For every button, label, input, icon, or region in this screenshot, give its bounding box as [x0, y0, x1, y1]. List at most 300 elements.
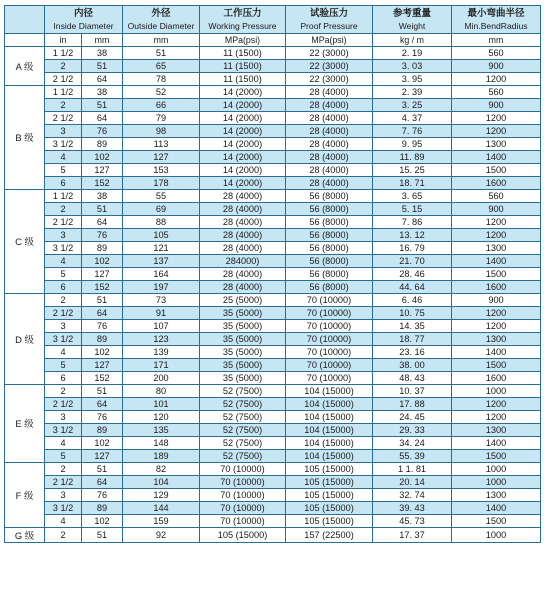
grade-group [5, 385, 541, 463]
proof-pressure-cell: 22 (3000) [286, 73, 373, 86]
inside-in-cell: 1 1/2 [45, 47, 82, 60]
table-row [5, 255, 541, 268]
working-pressure-cell: 28 (4000) [200, 229, 286, 242]
weight-cell: 14. 35 [373, 320, 452, 333]
proof-pressure-cell: 56 (8000) [286, 216, 373, 229]
outside-mm-cell: 178 [123, 177, 200, 190]
inside-diameter-en: Inside Diameter [53, 20, 114, 31]
inside-in-cell: 2 [45, 463, 82, 476]
table-row [5, 203, 541, 216]
inside-mm-cell: 102 [82, 346, 123, 359]
working-pressure-header [200, 6, 286, 34]
proof-pressure-cell: 70 (10000) [286, 346, 373, 359]
working-pressure-cell: 284000) [200, 255, 286, 268]
table-row [5, 190, 541, 203]
bend-radius-cell: 1200 [452, 112, 541, 125]
proof-pressure-cell: 104 (15000) [286, 437, 373, 450]
unit-proof-pressure: MPa(psi) [286, 34, 373, 47]
inside-in-cell: 5 [45, 164, 82, 177]
proof-pressure-cell: 22 (3000) [286, 60, 373, 73]
unit-inside-mm: mm [82, 34, 123, 47]
inside-mm-cell: 64 [82, 73, 123, 86]
working-pressure-cell: 70 (10000) [200, 476, 286, 489]
working-pressure-cell: 52 (7500) [200, 398, 286, 411]
working-pressure-cell: 70 (10000) [200, 463, 286, 476]
table-row [5, 502, 541, 515]
units-grade-cell [5, 34, 45, 47]
proof-pressure-cell: 22 (3000) [286, 47, 373, 60]
outside-mm-cell: 79 [123, 112, 200, 125]
inside-in-cell: 4 [45, 151, 82, 164]
inside-mm-cell: 127 [82, 359, 123, 372]
bend-radius-cell: 1000 [452, 385, 541, 398]
outside-mm-cell: 159 [123, 515, 200, 528]
outside-mm-cell: 104 [123, 476, 200, 489]
grade-label: D 级 [5, 294, 45, 385]
inside-in-cell: 2 [45, 294, 82, 307]
proof-pressure-cell: 56 (8000) [286, 281, 373, 294]
inside-mm-cell: 89 [82, 333, 123, 346]
inside-in-cell: 3 1/2 [45, 502, 82, 515]
weight-cell: 39. 43 [373, 502, 452, 515]
table-row [5, 528, 541, 543]
table-row [5, 463, 541, 476]
inside-mm-cell: 102 [82, 437, 123, 450]
table-row [5, 164, 541, 177]
outside-mm-cell: 92 [123, 528, 200, 543]
bend-radius-cell: 1200 [452, 73, 541, 86]
table-row [5, 125, 541, 138]
outside-mm-cell: 51 [123, 47, 200, 60]
weight-cell: 7. 76 [373, 125, 452, 138]
grade-header-cell [5, 6, 45, 34]
bend-radius-cell: 1200 [452, 229, 541, 242]
weight-cell: 55. 39 [373, 450, 452, 463]
inside-mm-cell: 38 [82, 86, 123, 99]
working-pressure-cell: 11 (1500) [200, 60, 286, 73]
working-pressure-cell: 28 (4000) [200, 190, 286, 203]
proof-pressure-cell: 28 (4000) [286, 86, 373, 99]
inside-mm-cell: 64 [82, 476, 123, 489]
inside-in-cell: 4 [45, 346, 82, 359]
proof-pressure-cell: 28 (4000) [286, 112, 373, 125]
weight-cell: 10. 37 [373, 385, 452, 398]
proof-pressure-cell: 105 (15000) [286, 489, 373, 502]
proof-pressure-cell: 70 (10000) [286, 320, 373, 333]
bend-radius-cell: 1200 [452, 307, 541, 320]
outside-mm-cell: 139 [123, 346, 200, 359]
bend-radius-cell: 900 [452, 203, 541, 216]
outside-mm-cell: 189 [123, 450, 200, 463]
outside-mm-cell: 129 [123, 489, 200, 502]
proof-pressure-cell: 157 (22500) [286, 528, 373, 543]
weight-cell: 3. 65 [373, 190, 452, 203]
outside-mm-cell: 98 [123, 125, 200, 138]
unit-weight: kg / m [373, 34, 452, 47]
bend-radius-cell: 560 [452, 47, 541, 60]
outside-diameter-en: Outside Diameter [127, 20, 195, 31]
inside-in-cell: 2 [45, 99, 82, 112]
outside-mm-cell: 78 [123, 73, 200, 86]
inside-mm-cell: 64 [82, 307, 123, 320]
weight-cell: 11. 89 [373, 151, 452, 164]
outside-mm-cell: 113 [123, 138, 200, 151]
inside-mm-cell: 76 [82, 229, 123, 242]
weight-cell: 7. 86 [373, 216, 452, 229]
inside-in-cell: 3 [45, 125, 82, 138]
working-pressure-cell: 28 (4000) [200, 203, 286, 216]
bend-radius-cell: 900 [452, 294, 541, 307]
working-pressure-cell: 14 (2000) [200, 177, 286, 190]
table-row [5, 99, 541, 112]
bend-radius-cell: 1500 [452, 450, 541, 463]
outside-mm-cell: 91 [123, 307, 200, 320]
bend-radius-cell: 1600 [452, 177, 541, 190]
weight-cell: 16. 79 [373, 242, 452, 255]
inside-in-cell: 2 1/2 [45, 476, 82, 489]
working-pressure-cell: 14 (2000) [200, 125, 286, 138]
weight-cell: 44. 64 [373, 281, 452, 294]
outside-mm-cell: 171 [123, 359, 200, 372]
working-pressure-cell: 14 (2000) [200, 99, 286, 112]
inside-mm-cell: 64 [82, 112, 123, 125]
grade-label: B 级 [5, 86, 45, 190]
working-pressure-cell: 28 (4000) [200, 268, 286, 281]
weight-cell: 28. 46 [373, 268, 452, 281]
grade-group [5, 86, 541, 190]
bend-radius-cell: 1600 [452, 372, 541, 385]
table-row [5, 307, 541, 320]
inside-mm-cell: 38 [82, 47, 123, 60]
weight-cell: 17. 88 [373, 398, 452, 411]
bend-radius-cell: 1000 [452, 476, 541, 489]
weight-cell: 48. 43 [373, 372, 452, 385]
bend-radius-header [452, 6, 541, 34]
inside-mm-cell: 152 [82, 281, 123, 294]
weight-cell: 13. 12 [373, 229, 452, 242]
working-pressure-cell: 70 (10000) [200, 489, 286, 502]
inside-in-cell: 5 [45, 268, 82, 281]
proof-pressure-cell: 28 (4000) [286, 138, 373, 151]
proof-pressure-cell: 70 (10000) [286, 359, 373, 372]
working-pressure-cell: 14 (2000) [200, 151, 286, 164]
proof-pressure-cell: 104 (15000) [286, 411, 373, 424]
bend-radius-cell: 900 [452, 60, 541, 73]
outside-mm-cell: 69 [123, 203, 200, 216]
proof-pressure-cell: 70 (10000) [286, 333, 373, 346]
inside-in-cell: 4 [45, 255, 82, 268]
weight-cell: 3. 25 [373, 99, 452, 112]
weight-cell: 17. 37 [373, 528, 452, 543]
working-pressure-cell: 52 (7500) [200, 437, 286, 450]
bend-radius-cell: 1200 [452, 320, 541, 333]
working-pressure-cell: 35 (5000) [200, 359, 286, 372]
weight-cell: 6. 46 [373, 294, 452, 307]
inside-diameter-cn: 内径 [73, 7, 93, 19]
unit-bend-radius: mm [452, 34, 541, 47]
table-row [5, 450, 541, 463]
grade-label: G 级 [5, 528, 45, 543]
bend-radius-cell: 1400 [452, 346, 541, 359]
working-pressure-cell: 35 (5000) [200, 320, 286, 333]
proof-pressure-header [286, 6, 373, 34]
weight-cell: 21. 70 [373, 255, 452, 268]
table-row [5, 73, 541, 86]
table-row [5, 242, 541, 255]
working-pressure-cell: 70 (10000) [200, 502, 286, 515]
grade-group [5, 528, 541, 543]
bend-radius-cell: 560 [452, 190, 541, 203]
inside-in-cell: 2 [45, 528, 82, 543]
inside-mm-cell: 127 [82, 164, 123, 177]
weight-cell: 32. 74 [373, 489, 452, 502]
table-row [5, 47, 541, 60]
outside-mm-cell: 82 [123, 463, 200, 476]
weight-cell: 9. 95 [373, 138, 452, 151]
working-pressure-cell: 52 (7500) [200, 411, 286, 424]
inside-mm-cell: 152 [82, 372, 123, 385]
inside-in-cell: 2 1/2 [45, 398, 82, 411]
proof-pressure-cell: 56 (8000) [286, 242, 373, 255]
proof-pressure-cell: 28 (4000) [286, 125, 373, 138]
working-pressure-cell: 14 (2000) [200, 138, 286, 151]
inside-mm-cell: 51 [82, 60, 123, 73]
weight-cn: 参考重量 [392, 7, 431, 19]
outside-mm-cell: 80 [123, 385, 200, 398]
bend-radius-cell: 560 [452, 86, 541, 99]
inside-in-cell: 3 1/2 [45, 333, 82, 346]
working-pressure-cell: 25 (5000) [200, 294, 286, 307]
inside-in-cell: 6 [45, 177, 82, 190]
outside-mm-cell: 153 [123, 164, 200, 177]
proof-pressure-cn: 试验压力 [309, 7, 348, 19]
inside-mm-cell: 89 [82, 138, 123, 151]
outside-diameter-cn: 外径 [151, 7, 171, 19]
working-pressure-cell: 35 (5000) [200, 307, 286, 320]
weight-header [373, 6, 452, 34]
inside-mm-cell: 102 [82, 515, 123, 528]
bend-radius-cell: 1400 [452, 437, 541, 450]
table-row [5, 372, 541, 385]
unit-inside-in: in [45, 34, 82, 47]
inside-mm-cell: 51 [82, 385, 123, 398]
outside-mm-cell: 52 [123, 86, 200, 99]
table-row [5, 489, 541, 502]
weight-cell: 5. 15 [373, 203, 452, 216]
weight-cell: 45. 73 [373, 515, 452, 528]
outside-mm-cell: 135 [123, 424, 200, 437]
inside-diameter-header [45, 6, 123, 34]
outside-mm-cell: 137 [123, 255, 200, 268]
proof-pressure-cell: 28 (4000) [286, 151, 373, 164]
table-row [5, 151, 541, 164]
bend-radius-cell: 1500 [452, 164, 541, 177]
grade-group [5, 190, 541, 294]
units-row [5, 34, 541, 47]
grade-group [5, 294, 541, 385]
table-row [5, 229, 541, 242]
proof-pressure-cell: 56 (8000) [286, 229, 373, 242]
inside-mm-cell: 89 [82, 242, 123, 255]
inside-in-cell: 1 1/2 [45, 190, 82, 203]
inside-mm-cell: 102 [82, 255, 123, 268]
proof-pressure-cell: 104 (15000) [286, 424, 373, 437]
proof-pressure-cell: 56 (8000) [286, 190, 373, 203]
outside-mm-cell: 197 [123, 281, 200, 294]
inside-in-cell: 3 1/2 [45, 424, 82, 437]
working-pressure-cell: 14 (2000) [200, 86, 286, 99]
unit-outside-mm: mm [123, 34, 200, 47]
table-row [5, 268, 541, 281]
table-row [5, 177, 541, 190]
table-row [5, 294, 541, 307]
working-pressure-cell: 35 (5000) [200, 346, 286, 359]
proof-pressure-cell: 28 (4000) [286, 99, 373, 112]
inside-in-cell: 2 [45, 203, 82, 216]
working-pressure-cn: 工作压力 [223, 7, 262, 19]
inside-mm-cell: 89 [82, 502, 123, 515]
outside-diameter-header [123, 6, 200, 34]
unit-working-pressure: MPa(psi) [200, 34, 286, 47]
weight-cell: 18. 77 [373, 333, 452, 346]
weight-cell: 18. 71 [373, 177, 452, 190]
bend-radius-cell: 1400 [452, 151, 541, 164]
inside-mm-cell: 76 [82, 125, 123, 138]
proof-pressure-cell: 104 (15000) [286, 385, 373, 398]
outside-mm-cell: 101 [123, 398, 200, 411]
working-pressure-cell: 35 (5000) [200, 333, 286, 346]
outside-mm-cell: 144 [123, 502, 200, 515]
table-row [5, 411, 541, 424]
working-pressure-cell: 52 (7500) [200, 424, 286, 437]
proof-pressure-cell: 70 (10000) [286, 372, 373, 385]
table-row [5, 424, 541, 437]
table-row [5, 385, 541, 398]
bend-radius-cn: 最小弯曲半径 [467, 7, 525, 19]
table-row [5, 281, 541, 294]
table-row [5, 515, 541, 528]
bend-radius-cell: 1500 [452, 359, 541, 372]
inside-mm-cell: 51 [82, 528, 123, 543]
inside-in-cell: 5 [45, 450, 82, 463]
table-row [5, 112, 541, 125]
grade-group [5, 463, 541, 528]
proof-pressure-en: Proof Pressure [300, 20, 358, 31]
working-pressure-en: Working Pressure [208, 20, 277, 31]
inside-mm-cell: 64 [82, 216, 123, 229]
working-pressure-cell: 28 (4000) [200, 281, 286, 294]
inside-mm-cell: 51 [82, 99, 123, 112]
inside-in-cell: 6 [45, 372, 82, 385]
grade-label: A 级 [5, 47, 45, 86]
bend-radius-cell: 1200 [452, 216, 541, 229]
inside-in-cell: 3 [45, 489, 82, 502]
inside-mm-cell: 127 [82, 268, 123, 281]
inside-in-cell: 3 [45, 229, 82, 242]
weight-cell: 20. 14 [373, 476, 452, 489]
working-pressure-cell: 11 (1500) [200, 47, 286, 60]
inside-in-cell: 5 [45, 359, 82, 372]
table-row [5, 320, 541, 333]
table-row [5, 476, 541, 489]
proof-pressure-cell: 105 (15000) [286, 515, 373, 528]
outside-mm-cell: 73 [123, 294, 200, 307]
outside-mm-cell: 65 [123, 60, 200, 73]
inside-in-cell: 2 1/2 [45, 112, 82, 125]
table-row [5, 86, 541, 99]
table-row [5, 333, 541, 346]
inside-in-cell: 2 1/2 [45, 216, 82, 229]
inside-mm-cell: 76 [82, 411, 123, 424]
bend-radius-cell: 1600 [452, 281, 541, 294]
inside-in-cell: 4 [45, 515, 82, 528]
bend-radius-en: Min.BendRadius [464, 20, 528, 31]
weight-cell: 3. 03 [373, 60, 452, 73]
inside-mm-cell: 76 [82, 320, 123, 333]
bend-radius-cell: 1200 [452, 411, 541, 424]
proof-pressure-cell: 105 (15000) [286, 502, 373, 515]
proof-pressure-cell: 56 (8000) [286, 203, 373, 216]
bend-radius-cell: 1200 [452, 125, 541, 138]
proof-pressure-cell: 70 (10000) [286, 294, 373, 307]
inside-mm-cell: 152 [82, 177, 123, 190]
bend-radius-cell: 900 [452, 99, 541, 112]
table-row [5, 60, 541, 73]
proof-pressure-cell: 105 (15000) [286, 476, 373, 489]
grade-group [5, 47, 541, 86]
table-row [5, 138, 541, 151]
bend-radius-cell: 1000 [452, 528, 541, 543]
outside-mm-cell: 123 [123, 333, 200, 346]
outside-mm-cell: 164 [123, 268, 200, 281]
outside-mm-cell: 55 [123, 190, 200, 203]
proof-pressure-cell: 56 (8000) [286, 255, 373, 268]
bend-radius-cell: 1300 [452, 138, 541, 151]
inside-in-cell: 3 1/2 [45, 242, 82, 255]
grade-label: F 级 [5, 463, 45, 528]
inside-mm-cell: 127 [82, 450, 123, 463]
table-row [5, 398, 541, 411]
bend-radius-cell: 1000 [452, 463, 541, 476]
inside-in-cell: 3 [45, 411, 82, 424]
bend-radius-cell: 1300 [452, 242, 541, 255]
bend-radius-cell: 1500 [452, 515, 541, 528]
grade-label: E 级 [5, 385, 45, 463]
inside-mm-cell: 64 [82, 398, 123, 411]
outside-mm-cell: 120 [123, 411, 200, 424]
bend-radius-cell: 1400 [452, 502, 541, 515]
weight-cell: 23. 16 [373, 346, 452, 359]
inside-mm-cell: 89 [82, 424, 123, 437]
weight-cell: 10. 75 [373, 307, 452, 320]
grade-label: C 级 [5, 190, 45, 294]
inside-mm-cell: 51 [82, 203, 123, 216]
inside-mm-cell: 38 [82, 190, 123, 203]
bend-radius-cell: 1300 [452, 489, 541, 502]
header-row [5, 6, 541, 34]
inside-in-cell: 4 [45, 437, 82, 450]
inside-in-cell: 1 1/2 [45, 86, 82, 99]
inside-mm-cell: 51 [82, 294, 123, 307]
bend-radius-cell: 1400 [452, 255, 541, 268]
working-pressure-cell: 28 (4000) [200, 242, 286, 255]
proof-pressure-cell: 104 (15000) [286, 450, 373, 463]
outside-mm-cell: 107 [123, 320, 200, 333]
working-pressure-cell: 52 (7500) [200, 450, 286, 463]
outside-mm-cell: 148 [123, 437, 200, 450]
weight-cell: 24. 45 [373, 411, 452, 424]
inside-mm-cell: 102 [82, 151, 123, 164]
